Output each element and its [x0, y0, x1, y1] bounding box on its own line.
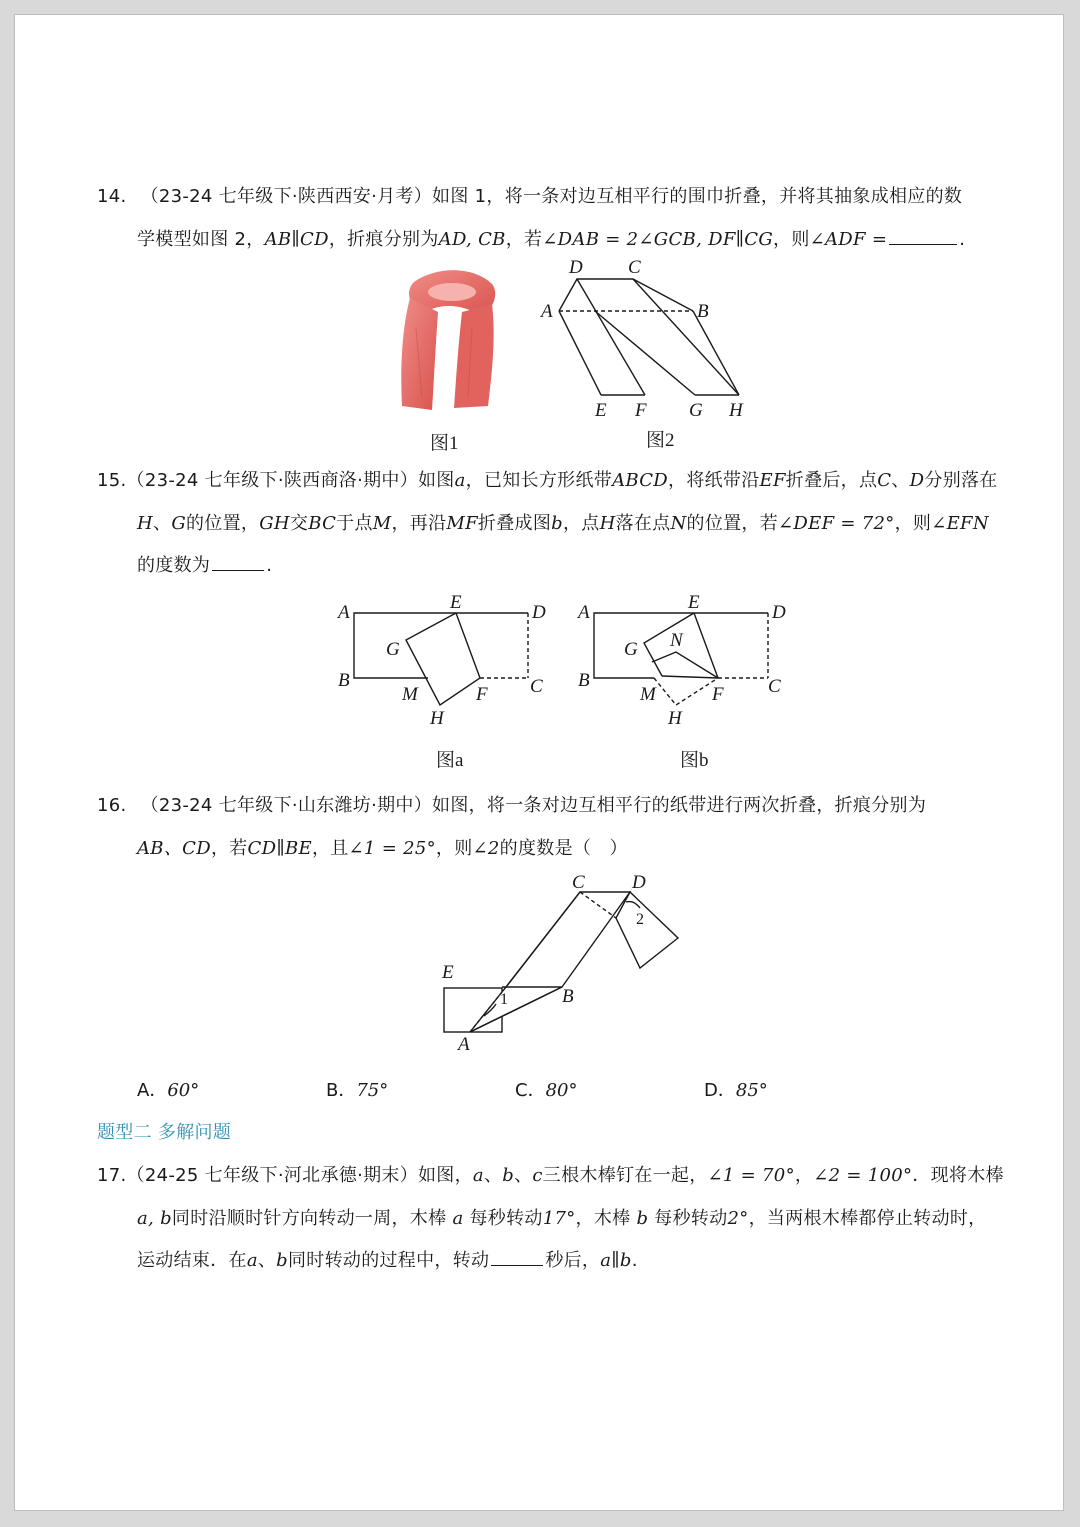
q15-figure-a	[330, 588, 560, 732]
q15-number: 15.	[97, 470, 127, 491]
q17-number: 17.	[97, 1165, 127, 1186]
svg-text:H: H	[430, 708, 444, 729]
svg-text:B: B	[338, 670, 350, 691]
svg-text:N: N	[670, 630, 683, 651]
svg-text:G: G	[624, 639, 638, 660]
svg-text:M: M	[402, 684, 418, 705]
q16-figure	[430, 868, 690, 1058]
section-heading: 题型二 多解问题	[97, 1122, 232, 1143]
q14-line-2: 学模型如图 2，AB∥CD，折痕分别为AD, CB，若∠DAB = 2∠GCB, DF∥CG，则∠ADF = .	[137, 229, 966, 250]
svg-text:A: A	[458, 1034, 470, 1055]
svg-text:D: D	[632, 872, 646, 893]
q16-line-1: 16. （23-24 七年级下·山东潍坊·期中）如图，将一条对边互相平行的纸带进行两次折叠，折痕分别为	[97, 795, 927, 816]
q15-line-3: 的度数为 .	[137, 555, 273, 576]
q14-number: 14.	[97, 186, 127, 207]
q14-fig1-caption: 图1	[430, 433, 459, 454]
q17-line-1: 17.（24-25 七年级下·河北承德·期末）如图，a、b、c三根木棒钉在一起，∠1 = 70°，∠2 = 100°．现将木棒	[97, 1165, 1004, 1186]
q16-option-c[interactable]: C．80°	[515, 1080, 578, 1101]
svg-text:H: H	[668, 708, 682, 729]
q14-fig2-caption: 图2	[646, 430, 675, 451]
svg-text:C: C	[572, 872, 585, 893]
svg-text:B: B	[578, 670, 590, 691]
svg-text:A: A	[338, 602, 350, 623]
svg-text:E: E	[442, 962, 454, 983]
q16-number: 16.	[97, 795, 127, 816]
q16-option-b[interactable]: B．75°	[326, 1080, 389, 1101]
q16-option-d[interactable]: D．85°	[704, 1080, 768, 1101]
label-E: E	[595, 400, 607, 421]
label-D: D	[569, 257, 583, 278]
svg-text:F: F	[476, 684, 488, 705]
svg-text:1: 1	[500, 991, 508, 1008]
q14-line-1	[97, 182, 962, 208]
q14-source: （23-24 七年级下·陕西西安·月考）如图 1，将一条对边互相平行的围巾折叠，并将其抽象成相应的数	[140, 186, 963, 207]
svg-text:E: E	[450, 592, 462, 613]
q17-line-3: 运动结束．在a、b同时转动的过程中，转动 秒后，a∥b.	[137, 1250, 638, 1271]
svg-text:C: C	[530, 676, 543, 697]
svg-text:B: B	[562, 986, 574, 1007]
svg-text:E: E	[688, 592, 700, 613]
q16-option-a[interactable]: A．60°	[137, 1080, 200, 1101]
q17-answer-blank[interactable]	[491, 1264, 543, 1266]
q17-line-2: a, b同时沿顺时针方向转动一周，木棒 a 每秒转动17°，木棒 b 每秒转动2°，当两根木棒都停止转动时，	[137, 1208, 987, 1229]
q15-line-1: 15.（23-24 七年级下·陕西商洛·期中）如图a，已知长方形纸带ABCD，将纸带沿EF折叠后，点C、D分别落在	[97, 470, 998, 491]
q15-figa-caption: 图a	[436, 750, 464, 771]
svg-text:C: C	[768, 676, 781, 697]
svg-text:G: G	[386, 639, 400, 660]
scarf-photo	[396, 268, 504, 414]
svg-text:2: 2	[636, 911, 644, 928]
q15-line-2: H、G的位置，GH交BC于点M，再沿MF折叠成图b，点H落在点N的位置，若∠DEF = 72°，则∠EFN	[137, 513, 989, 534]
label-F: F	[635, 400, 647, 421]
q15-figb-caption: 图b	[680, 750, 709, 771]
label-G: G	[689, 400, 703, 421]
label-C: C	[628, 257, 641, 278]
q16-line-2: AB、CD，若CD∥BE，且∠1 = 25°，则∠2的度数是（ ）	[137, 838, 628, 859]
label-B: B	[697, 301, 709, 322]
q14-figure-2	[535, 255, 755, 423]
q14-answer-blank[interactable]	[889, 243, 957, 245]
svg-text:D: D	[532, 602, 546, 623]
label-A: A	[541, 301, 553, 322]
label-H: H	[729, 400, 743, 421]
svg-text:F: F	[712, 684, 724, 705]
svg-text:M: M	[640, 684, 656, 705]
q15-answer-blank[interactable]	[212, 569, 264, 571]
q15-figure-b	[570, 588, 800, 732]
svg-text:D: D	[772, 602, 786, 623]
svg-text:A: A	[578, 602, 590, 623]
